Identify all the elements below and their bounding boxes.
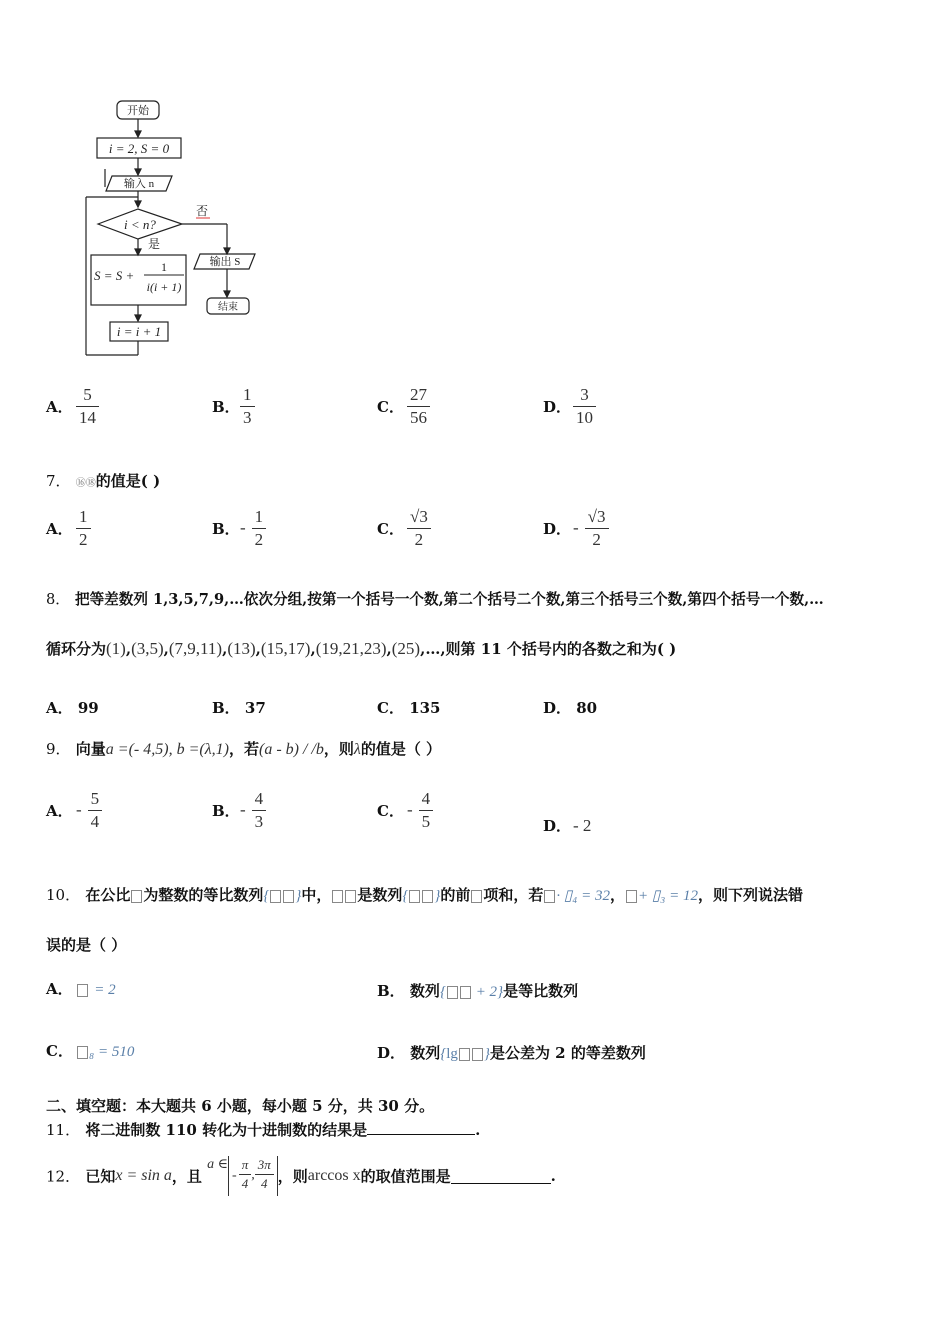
- q6-option-d[interactable]: D． $\frac{3}{10}$: [543, 384, 596, 429]
- q7-option-b-frac: $\frac{1}{2}$: [252, 506, 267, 551]
- q9-option-c-frac: $\frac{4}{5}$: [419, 788, 434, 833]
- q6-option-a-frac: $\frac{5}{14}$: [76, 384, 99, 429]
- q7-option-c[interactable]: C． $\frac{√3}{2}$: [377, 506, 431, 551]
- q9-option-a[interactable]: A． - $\frac{5}{4}$: [46, 788, 102, 833]
- flow-yes-label: 是: [148, 237, 161, 251]
- q7-glyph: ⑯⑱: [75, 478, 96, 489]
- q6-option-c-frac: $\frac{27}{56}$: [407, 384, 430, 429]
- flow-input-label: 输入 n: [123, 178, 155, 190]
- q11-answer-blank[interactable]: [367, 1120, 475, 1135]
- flow-end-label: 结束: [218, 302, 238, 313]
- flow-increment-label: i = i + 1: [116, 324, 162, 339]
- q9-option-d[interactable]: D． - 2: [543, 816, 592, 835]
- section-2-title: 二、填空题：本大题共 6 小题，每小题 5 分，共 30 分。: [46, 1097, 435, 1115]
- flow-process-num: 1: [161, 260, 167, 274]
- q11-stem: 11． 将二进制数 110 转化为十进制数的结果是 .: [46, 1121, 481, 1139]
- flow-process-den: i(i + 1): [146, 280, 182, 294]
- q6-option-b-frac: $\frac{1}{3}$: [240, 384, 255, 429]
- q6-option-c[interactable]: C． $\frac{27}{56}$: [377, 384, 430, 429]
- q7-option-d[interactable]: D． - $\frac{√3}{2}$: [543, 506, 609, 551]
- q6-option-b[interactable]: B． $\frac{1}{3}$: [212, 384, 255, 429]
- q8-group-1: (1): [106, 639, 126, 658]
- q12-interval: a ∈- $\frac{\pi}{4}$ , $\frac{3\pi}{4}$: [207, 1156, 278, 1196]
- q12-lo-frac: $\frac{\pi}{4}$: [239, 1156, 252, 1193]
- q10-option-c[interactable]: C． ₈ = 510: [46, 1042, 135, 1060]
- q10-option-a[interactable]: A． = 2: [46, 980, 116, 998]
- q8-stem-line1: 8． 把等差数列 1,3,5,7,9,…依次分组,按第一个括号一个数,第二个括号二个数,第三个括号三个数,第四个括号一个数,…: [46, 591, 824, 608]
- q10-option-d[interactable]: D． 数列{lg }是公差为 2 的等差数列: [377, 1044, 646, 1062]
- q9-option-b[interactable]: B．- $\frac{4}{3}$: [212, 788, 266, 833]
- flow-process-lhs: S = S +: [94, 268, 135, 283]
- flow-start-label: 开始: [127, 105, 149, 117]
- flow-output-label: 输出 S: [209, 256, 241, 268]
- placeholder-glyph: [131, 890, 142, 903]
- q8-option-b[interactable]: B． 37: [212, 699, 266, 717]
- q7-option-a-frac: $\frac{1}{2}$: [76, 506, 91, 551]
- q12-hi-frac: $\frac{3\pi}{4}$: [255, 1156, 274, 1193]
- q12-answer-blank[interactable]: [451, 1169, 551, 1184]
- q7-option-a[interactable]: A． $\frac{1}{2}$: [46, 506, 91, 551]
- q9-option-b-frac: $\frac{4}{3}$: [252, 788, 267, 833]
- q9-option-a-frac: $\frac{5}{4}$: [88, 788, 103, 833]
- q7-option-b[interactable]: B．- $\frac{1}{2}$: [212, 506, 266, 551]
- q10-stem-line1: 10． 在公比 为整数的等比数列{ }中， 是数列{ }的前 项和，若 · ▯₄ = 32， + ▯₃ = 12，则下列说法错: [46, 886, 804, 904]
- q8-option-c[interactable]: C． 135: [377, 699, 441, 717]
- q9-option-c[interactable]: C． - $\frac{4}{5}$: [377, 788, 433, 833]
- q6-option-a[interactable]: A． $\frac{5}{14}$: [46, 384, 99, 429]
- q8-stem-line2: 循环分为(1),(3,5),(7,9,11),(13),(15,17),(19,21,23),(25),…,则第 11 个括号内的各数之和为( ): [46, 639, 677, 658]
- q10-stem-line2: 误的是（ ）: [46, 936, 127, 954]
- q6-option-d-frac: $\frac{3}{10}$: [573, 384, 596, 429]
- q8-group-2: (3,5): [131, 639, 164, 658]
- q8-group-6: (19,21,23): [315, 639, 387, 658]
- q9-vectors: a =(- 4,5), b =(λ,1): [105, 741, 229, 758]
- q7-stem: 7． ⑯⑱的值是( ): [46, 472, 161, 490]
- q9-condition: (a - b) / /b: [258, 741, 324, 758]
- flow-init-label: i = 2, S = 0: [108, 141, 170, 156]
- q8-group-3: (7,9,11): [168, 639, 223, 658]
- q8-option-a[interactable]: A． 99: [46, 699, 99, 717]
- q7-option-d-frac: $\frac{√3}{2}$: [585, 506, 609, 551]
- q9-stem: 9． 向量a =(- 4,5), b =(λ,1)，若(a - b) / /b，则λ的值是（ ）: [46, 740, 442, 758]
- q8-option-d[interactable]: D． 80: [543, 699, 598, 717]
- q8-group-5: (15,17): [260, 639, 311, 658]
- q10-option-b[interactable]: B． 数列{ + 2}是等比数列: [377, 982, 579, 1000]
- q7-option-c-frac: $\frac{√3}{2}$: [407, 506, 431, 551]
- q8-group-4: (13): [227, 639, 256, 658]
- q8-group-7: (25): [391, 639, 421, 658]
- flow-cond-label: i < n?: [124, 217, 156, 232]
- flowchart: [80, 95, 280, 365]
- q12-stem: 12． 已知x = sin a，且 a ∈- $\frac{\pi}{4}$ , $\frac{3\pi}{4}$ ，则arccos x的取值范围是 .: [46, 1156, 556, 1196]
- flow-no-label: 否: [196, 204, 209, 218]
